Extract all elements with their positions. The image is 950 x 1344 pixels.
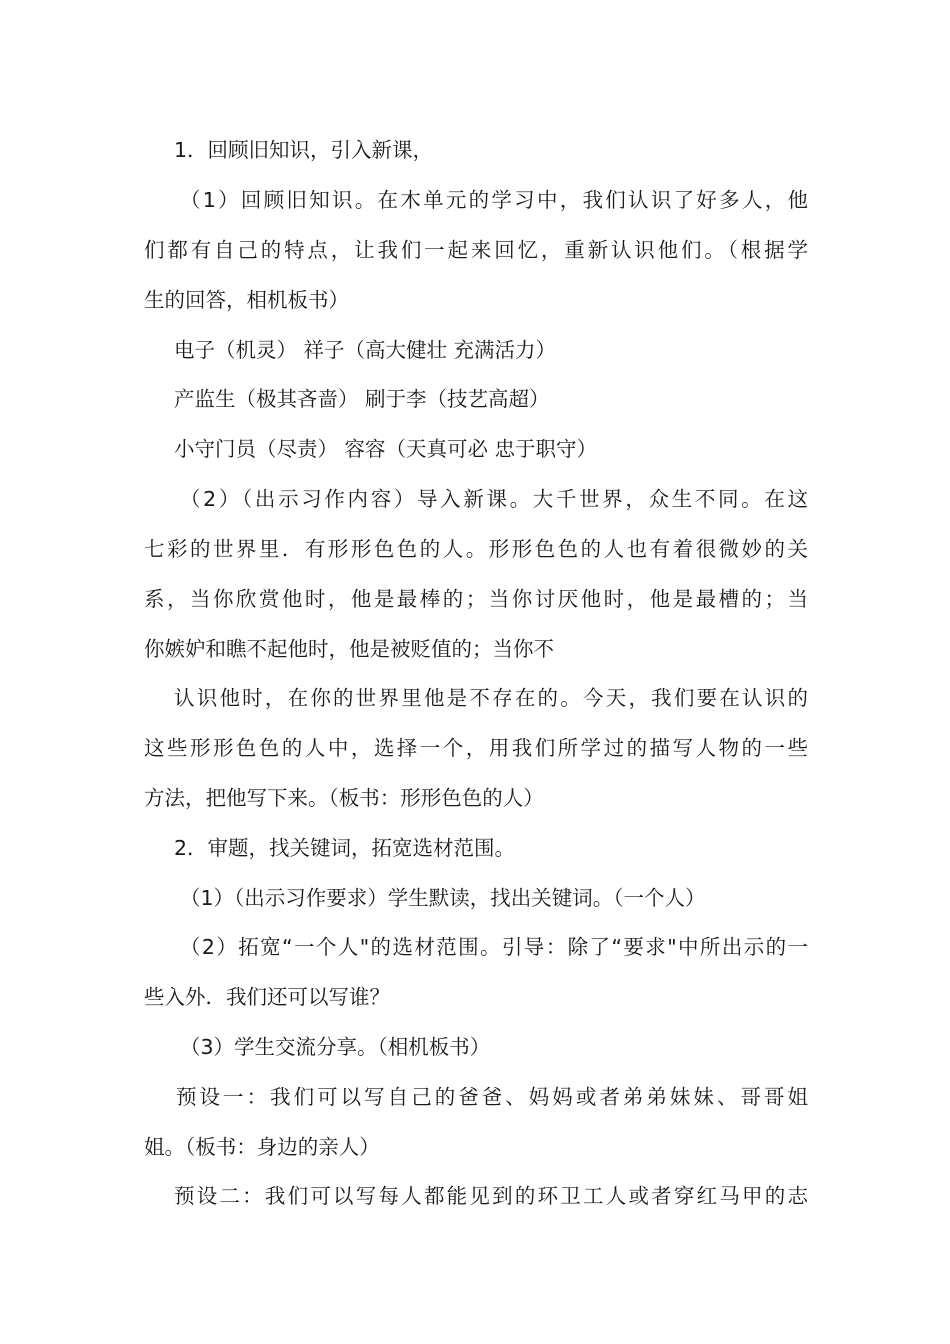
- paragraph-line: 生的回答，相机板书）: [144, 288, 349, 312]
- paragraph-heading-1: 1．回顾旧知识，引入新课，: [174, 138, 434, 162]
- paragraph-line: 预设一：我们可以写自己的爸爸、妈妈或者弟弟妹妹、哥哥姐: [176, 1085, 808, 1109]
- paragraph-line: （1）回顾旧知识。在木单元的学习中，我们认识了好多人，他: [180, 188, 808, 212]
- paragraph-line: 预设二：我们可以写每人都能见到的环卫工人或者穿红马甲的志: [174, 1184, 808, 1208]
- paragraph-line: 方法，把他写下来。（板书：形形色色的人）: [144, 786, 544, 810]
- character-list-line: 电子（机灵） 祥子（高大健壮 充满活力）: [174, 338, 557, 362]
- paragraph-heading-2: 2．审题，找关键词，拓宽选材范围。: [174, 836, 516, 860]
- paragraph-line: 认识他时，在你的世界里他是不存在的。今天，我们要在认识的: [174, 686, 808, 710]
- paragraph-line: （1）（出示习作要求）学生默读，找出关键词。（一个人）: [180, 886, 706, 910]
- paragraph-line: 些入外．我们还可以写谁？: [144, 985, 390, 1009]
- paragraph-line: 姐。（板书：身边的亲人）: [144, 1135, 380, 1159]
- character-list-line: 产监生（极其吝啬） 刷于李（技艺高超）: [174, 387, 550, 411]
- paragraph-line: 们都有自己的特点，让我们一起来回忆，重新认识他们。（根据学: [144, 238, 808, 262]
- paragraph-line: （2）拓宽“一个人"的选材范围。引导：除了“要求"中所出示的一: [180, 935, 808, 959]
- paragraph-line: （2）（出示习作内容）导入新课。大千世界，众生不同。在这: [180, 487, 808, 511]
- paragraph-line: 你嫉妒和瞧不起他时，他是被贬值的；当你不: [144, 637, 554, 661]
- character-list-line: 小守门员（尽责） 容容（天真可必 忠于职守）: [174, 437, 598, 461]
- paragraph-line: 系，当你欣赏他时，他是最棒的；当你讨厌他时，他是最槽的；当: [144, 587, 808, 611]
- paragraph-line: 七彩的世界里．有形形色色的人。形形色色的人也有着很微妙的关: [144, 537, 808, 561]
- paragraph-line: 这些形形色色的人中，选择一个，用我们所学过的描写人物的一些: [144, 736, 808, 760]
- paragraph-line: （3）学生交流分享。（相机板书）: [180, 1035, 491, 1059]
